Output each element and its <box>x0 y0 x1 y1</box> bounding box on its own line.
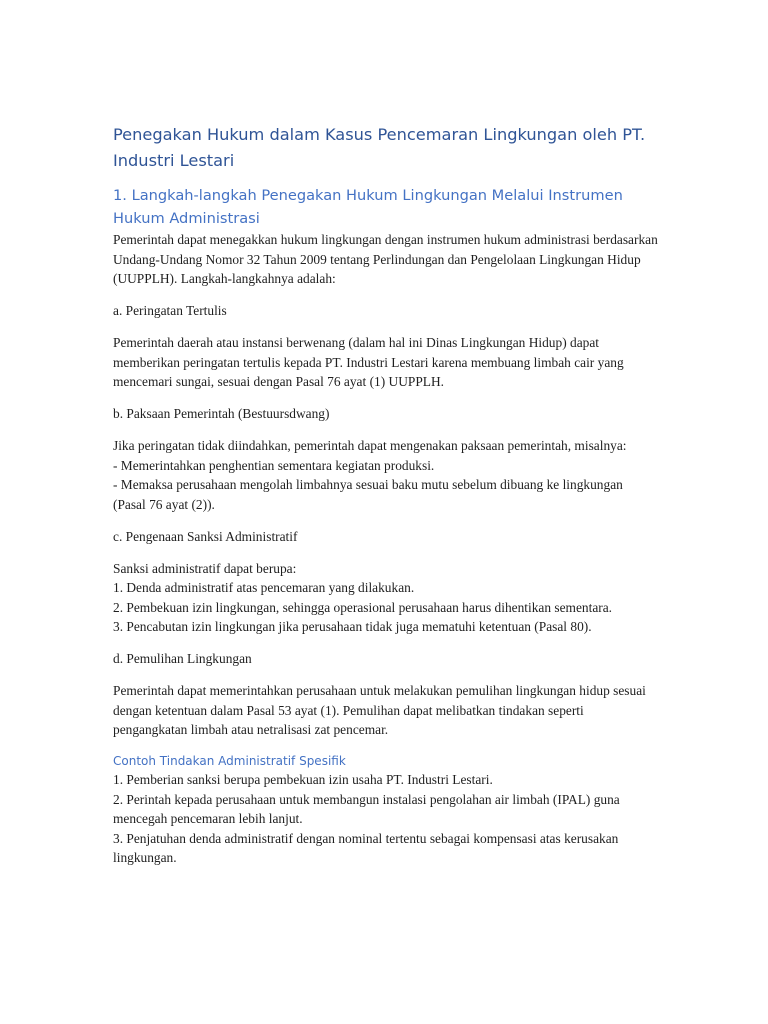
text-line: 2. Pembekuan izin lingkungan, sehingga operasional perusahaan harus dihentikan sementara. <box>113 599 613 615</box>
subsection-a-heading: a. Peringatan Tertulis <box>113 303 227 318</box>
subsection-c-body <box>113 559 658 637</box>
intro-paragraph: Pemerintah dapat menegakkan hukum lingkungan dengan instrumen hukum administrasi berdasarkan Undang-Undang Nomor 32 Tahun 2009 tentang Perlindungan dan Pengelolaan Lingkungan Hidup (UUPPLH). Langkah-langkahnya adalah: <box>113 232 658 286</box>
subsection-d-body: Pemerintah dapat memerintahkan perusahaan untuk melakukan pemulihan lingkungan hidup sesuai dengan ketentuan dalam Pasal 53 ayat (1). Pemulihan dapat melibatkan tindakan seperti pengangkatan limbah atau netralisasi zat pencemar. <box>113 683 646 737</box>
document-page <box>113 122 658 880</box>
document-title: Penegakan Hukum dalam Kasus Pencemaran Lingkungan oleh PT. Industri Lestari <box>113 125 646 170</box>
list-item: 1. Pemberian sanksi berupa pembekuan izin usaha PT. Industri Lestari. <box>113 772 493 787</box>
text-line: 1. Denda administratif atas pencemaran yang dilakukan. <box>113 580 415 595</box>
list-item: 3. Penjatuhan denda administratif dengan nominal tertentu sebagai kompensasi atas kerusakan lingkungan. <box>113 830 619 865</box>
subsection-b-heading: b. Paksaan Pemerintah (Bestuursdwang) <box>113 406 330 421</box>
subsection-b-body <box>113 436 658 514</box>
list-item: 2. Perintah kepada perusahaan untuk membangun instalasi pengolahan air limbah (IPAL) guna mencegah pencemaran lebih lanjut. <box>113 791 620 826</box>
subsection-c-heading: c. Pengenaan Sanksi Administratif <box>113 528 298 544</box>
subsection-a-body: Pemerintah daerah atau instansi berwenang (dalam hal ini Dinas Lingkungan Hidup) dapat memberikan peringatan tertulis kepada PT. Industri Lestari karena membuang limbah cair yang mencemari sungai, sesuai dengan Pasal 76 ayat (1) UUPPLH. <box>113 335 624 389</box>
text-line: - Memaksa perusahaan mengolah limbahnya sesuai baku mutu sebelum dibuang ke lingkungan (Pasal 76 ayat (2)). <box>113 477 623 512</box>
examples-heading: Contoh Tindakan Administratif Spesifik <box>113 754 346 768</box>
text-line: - Memerintahkan penghentian sementara kegiatan produksi. <box>113 457 435 473</box>
examples-list <box>113 770 658 868</box>
section-1-heading: 1. Langkah-langkah Penegakan Hukum Lingkungan Melalui Instrumen Hukum Administrasi <box>113 187 623 227</box>
text-line: Sanksi administratif dapat berupa: <box>113 560 297 576</box>
subsection-d-heading: d. Pemulihan Lingkungan <box>113 651 252 666</box>
text-line: 3. Pencabutan izin lingkungan jika perusahaan tidak juga mematuhi ketentuan (Pasal 80). <box>113 619 592 634</box>
text-line: Jika peringatan tidak diindahkan, pemerintah dapat mengenakan paksaan pemerintah, misalnya: <box>113 438 627 453</box>
